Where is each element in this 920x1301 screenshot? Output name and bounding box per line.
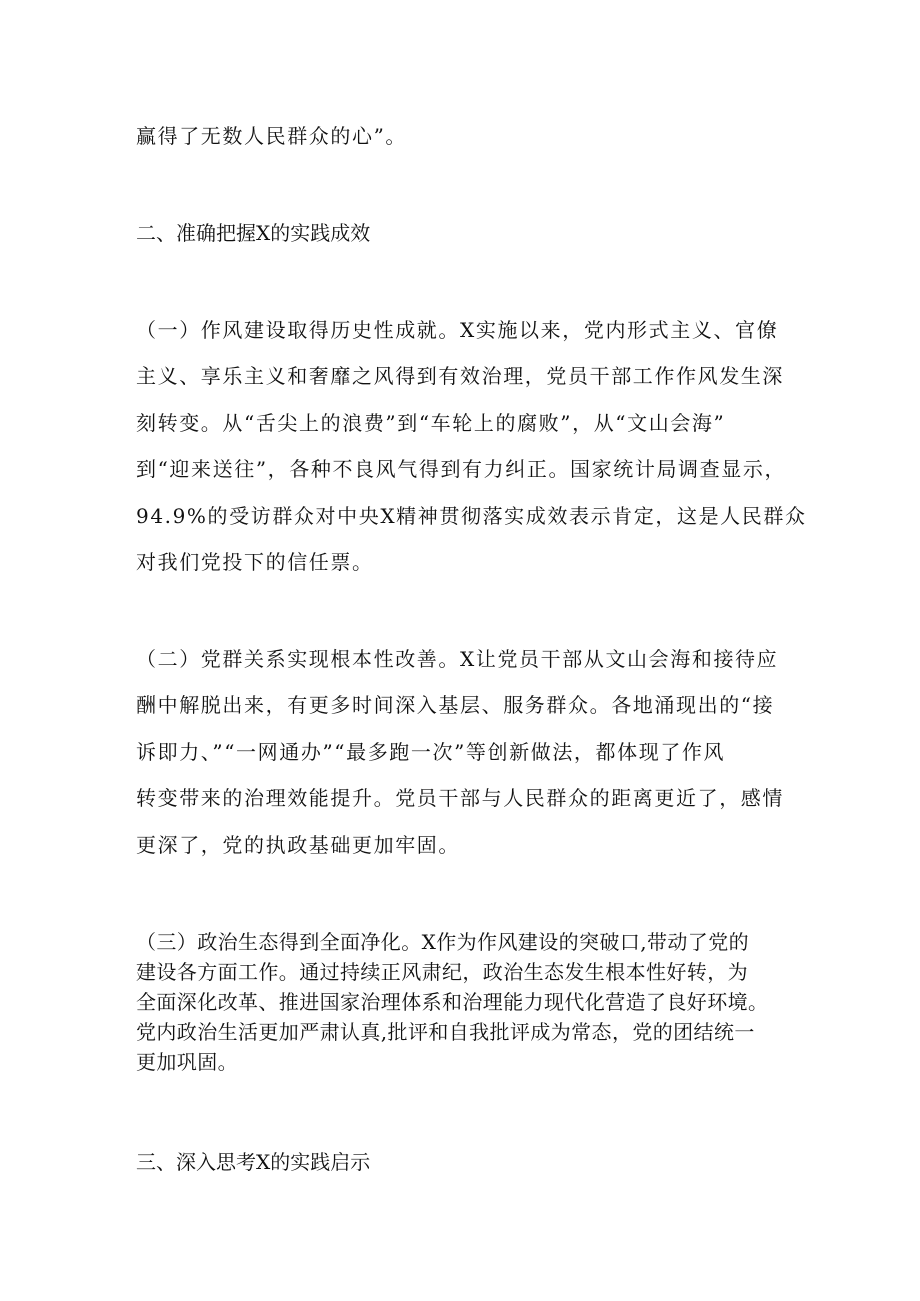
paragraph-line: 党内政治生活更加严肃认真,批评和自我批评成为常态，党的团结统一 <box>136 1020 755 1044</box>
paragraph-line: 诉即力、”“一网通办”“最多跑一次”等创新做法，都体现了作风 <box>136 740 726 764</box>
paragraph-line: （三）政治生态得到全面净化。X作为作风建设的突破口,带动了党的 <box>136 930 749 954</box>
paragraph-line: （二）党群关系实现根本性改善。X让党员干部从文山会海和接待应 <box>136 647 779 671</box>
paragraph-line: 建设各方面工作。通过持续正风肃纪，政治生态发生根本性好转，为 <box>136 960 748 984</box>
section-heading: 三、深入思考X的实践启示 <box>136 1150 371 1174</box>
paragraph-line: 酬中解脱出来，有更多时间深入基层、服务群众。各地涌现出的“接 <box>136 693 775 717</box>
paragraph-line: 对我们党投下的信任票。 <box>136 550 374 574</box>
paragraph-line: 赢得了无数人民群众的心”。 <box>136 124 408 148</box>
paragraph-line: 更加巩固。 <box>136 1050 238 1074</box>
paragraph-line: 刻转变。从“舌尖上的浪费”到“车轮上的腐败”，从“文山会海” <box>136 411 726 435</box>
paragraph-line: 转变带来的治理效能提升。党员干部与人民群众的距离更近了，感情 <box>136 786 784 810</box>
paragraph-line: 更深了，党的执政基础更加牢固。 <box>136 833 460 857</box>
section-heading: 二、准确把握X的实践成效 <box>136 221 371 245</box>
paragraph-line: 主义、享乐主义和奢靡之风得到有效治理，党员干部工作作风发生深 <box>136 364 784 388</box>
paragraph-line: 94.9%的受访群众对中央X精神贯彻落实成效表示肯定，这是人民群众 <box>136 504 807 528</box>
paragraph-line: （一）作风建设取得历史性成就。X实施以来，党内形式主义、官僚 <box>136 318 779 342</box>
paragraph-line: 到“迎来送往”，各种不良风气得到有力纠正。国家统计局调查显示， <box>136 457 787 481</box>
paragraph-line: 全面深化改革、推进国家治理体系和治理能力现代化营造了良好环境。 <box>136 990 769 1014</box>
